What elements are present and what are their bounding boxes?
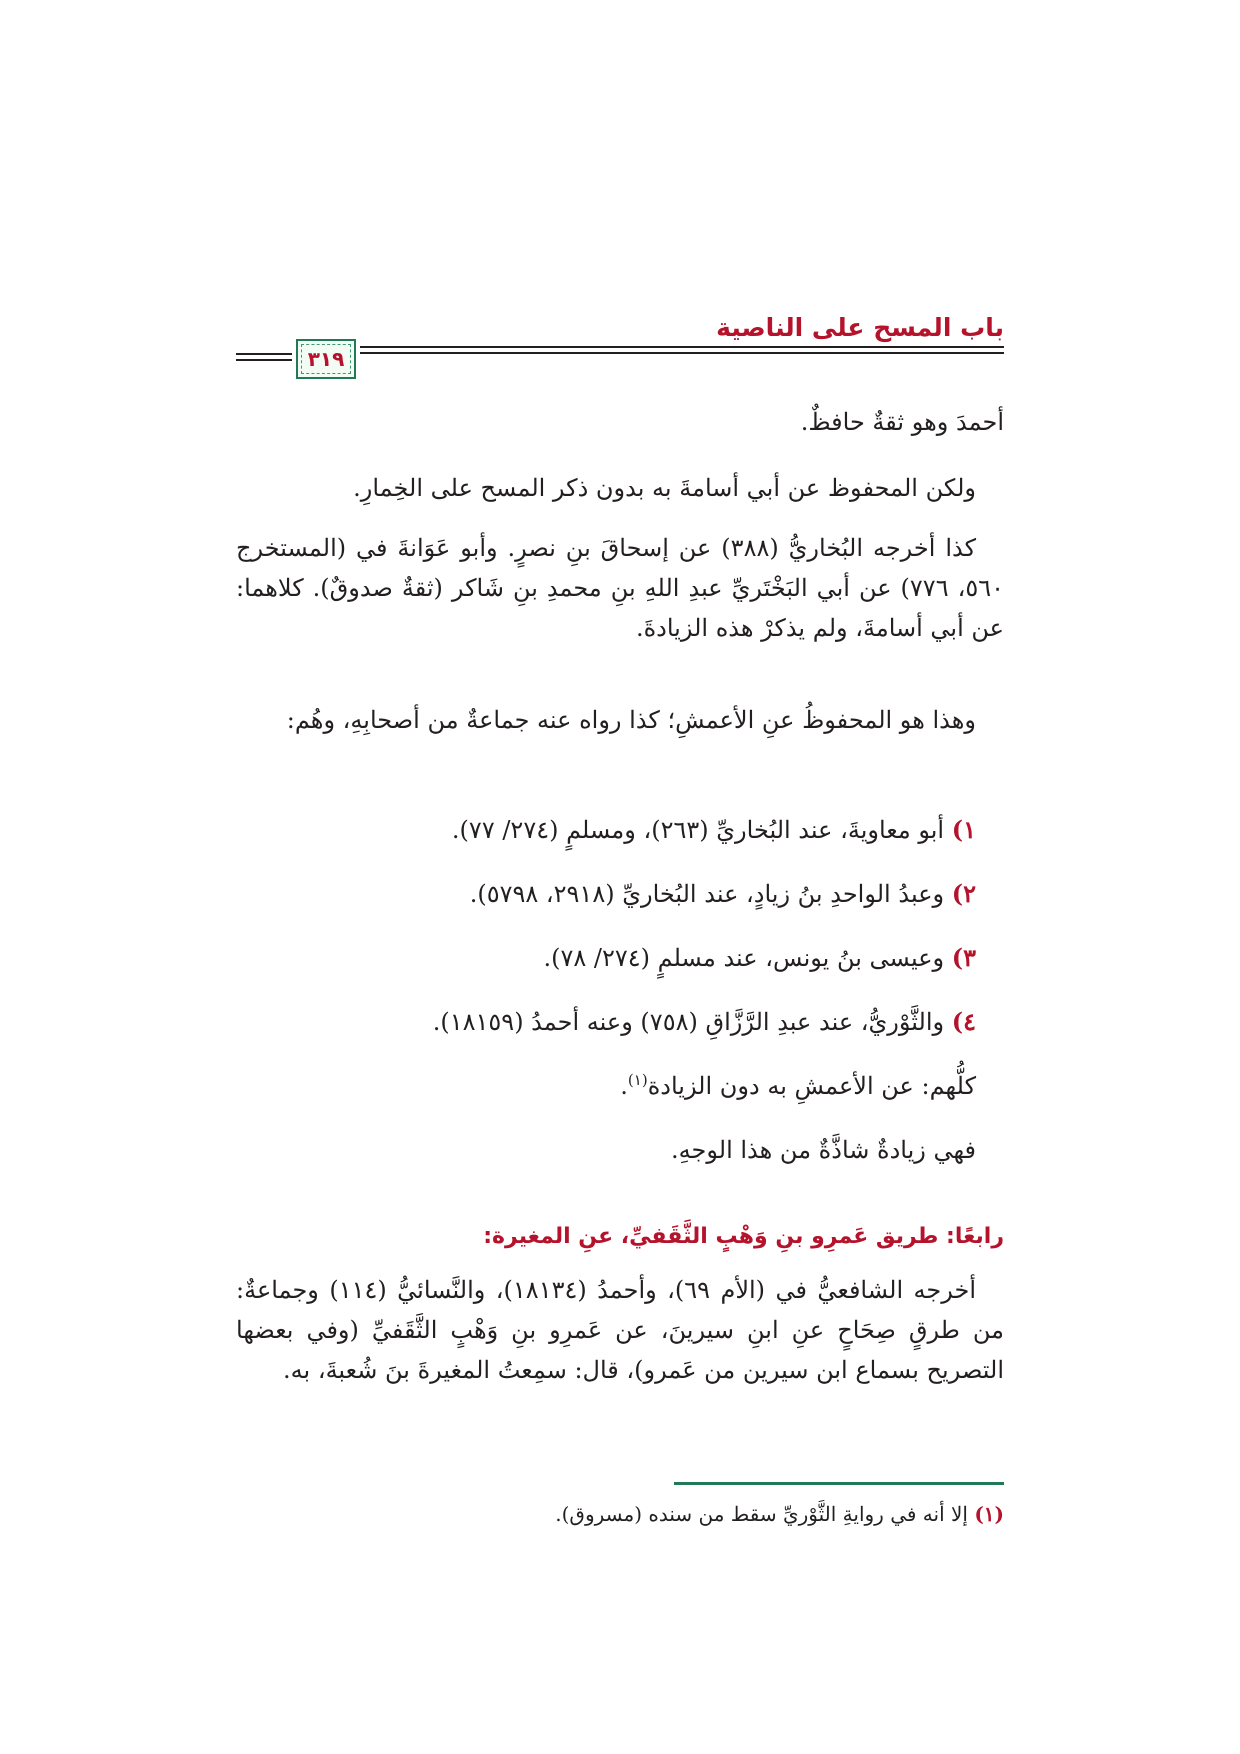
paragraph-2: ولكن المحفوظ عن أبي أسامةَ به بدون ذكر المسح على الخِمارِ.	[353, 474, 976, 502]
list-item-text: والثَّوْريُّ، عند عبدِ الرَّزَّاقِ (٧٥٨) وعنه أحمدُ (١٨١٥٩).	[432, 1008, 945, 1036]
page-number-badge	[296, 339, 356, 379]
paragraph-1: أحمدَ وهو ثقةٌ حافظٌ.	[800, 408, 1004, 436]
section-heading: رابعًا: طريق عَمرِو بنِ وَهْبٍ الثَّقَفيِّ، عنِ المغيرة:	[483, 1224, 1004, 1249]
footnote-text: إلا أنه في روايةِ الثَّوْريِّ سقط من سنده (مسروق).	[555, 1502, 968, 1526]
header-rule-right	[360, 346, 1004, 348]
list-item-text: وعبدُ الواحدِ بنُ زيادٍ، عند البُخاريِّ (٢٩١٨، ٥٧٩٨).	[469, 880, 945, 908]
list-item	[470, 874, 976, 914]
ruling-line: فهي زيادةٌ شاذَّةٌ من هذا الوجهِ.	[671, 1136, 976, 1164]
list-item	[452, 810, 976, 850]
list-item-number: ٤)	[951, 1007, 976, 1036]
paragraph-3: كذا أخرجه البُخاريُّ (٣٨٨) عن إسحاقَ بنِ نصرٍ. وأبو عَوَانةَ في (المستخرج ٥٦٠، ٧٧٦) عن أبي البَخْتَريِّ عبدِ اللهِ بنِ محمدِ بنِ شَاكر (ثقةٌ صدوقٌ). كلاهما: عن أبي أسامةَ، ولم يذكرْ هذه الزيادةَ.	[236, 534, 1004, 642]
list-item-number: ١)	[951, 815, 976, 844]
list-item-number: ٣)	[951, 943, 976, 972]
header-rule-left	[236, 353, 292, 355]
page-number: ٣١٩	[307, 347, 345, 371]
footnote-number: (١)	[974, 1502, 1004, 1526]
footnote	[555, 1498, 1004, 1530]
header-rule-left-lower	[236, 359, 292, 361]
list-item-number: ٢)	[951, 879, 976, 908]
conclusion-end: .	[620, 1072, 628, 1100]
conclusion-line	[620, 1066, 976, 1106]
header-title: باب المسح على الناصية	[716, 313, 1004, 342]
header-rule-right-lower	[360, 352, 1004, 354]
section-paragraph: أخرجه الشافعيُّ في (الأم ٦٩)، وأحمدُ (١٨١٣٤)، والنَّسائيُّ (١١٤) وجماعةٌ: من طرقٍ صِحَاحٍ عنِ ابنِ سيرينَ، عن عَمرِو بنِ وَهْبٍ الثَّقَفيِّ (وفي بعضها التصريح بسماع ابن سيرين من عَمرو)، قال: سمِعتُ المغيرةَ بنَ شُعبةَ، به.	[236, 1276, 1004, 1384]
paragraph-4: وهذا هو المحفوظُ عنِ الأعمشِ؛ كذا رواه عنه جماعةٌ من أصحابِهِ، وهُم:	[286, 706, 976, 734]
list-item	[543, 938, 976, 978]
footnote-reference[interactable]: (١)	[627, 1071, 648, 1089]
list-item-text: أبو معاويةَ، عند البُخاريِّ (٢٦٣)، ومسلمٍ (٢٧٤/ ٧٧).	[451, 816, 945, 844]
list-item-text: وعيسى بنُ يونس، عند مسلمٍ (٢٧٤/ ٧٨).	[543, 944, 945, 972]
conclusion-text: كلُّهم: عن الأعمشِ به دون الزيادة	[647, 1072, 976, 1100]
footnote-divider	[674, 1482, 1004, 1485]
list-item	[433, 1002, 976, 1042]
